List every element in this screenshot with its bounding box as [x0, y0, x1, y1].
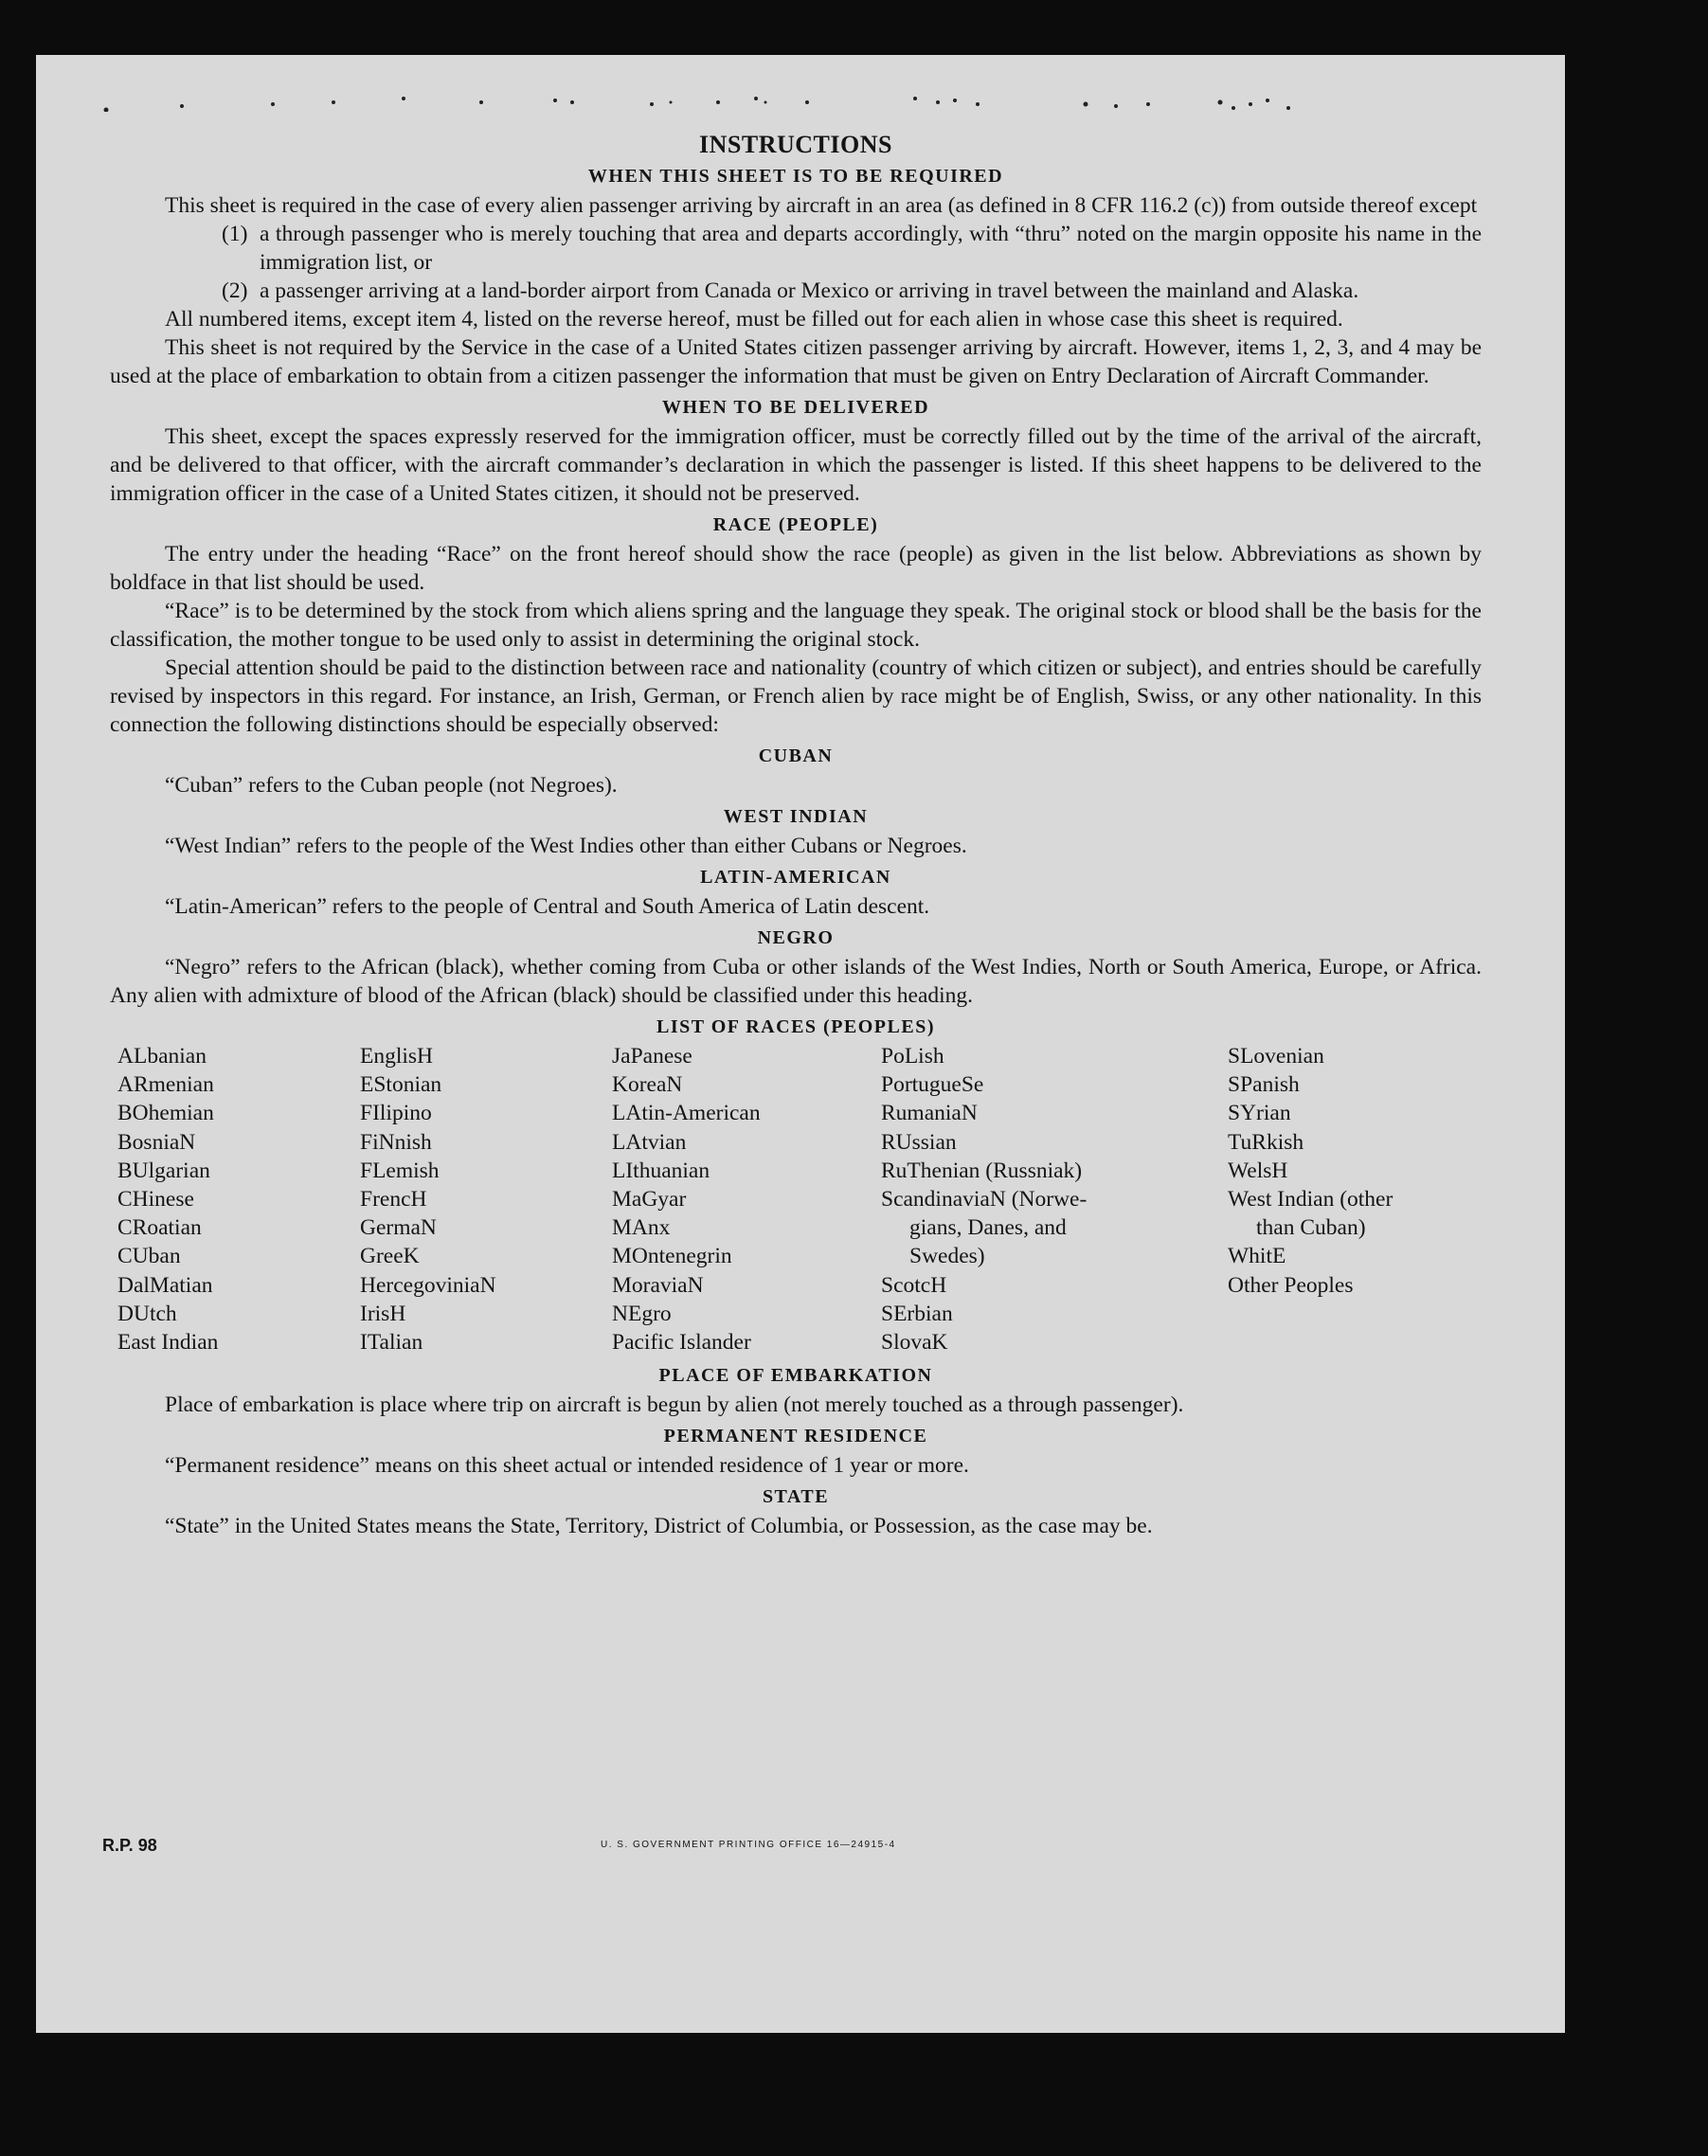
item-text: a passenger arriving at a land-border airport from Canada or Mexico or arriving in travel between the mainland and Alaska.: [260, 278, 1359, 303]
race-column-1: [117, 1042, 360, 1356]
race-column-2: [360, 1042, 612, 1356]
item-text: a through passenger who is merely touching that area and departs accordingly, with “thru” noted on the margin opposite his name in the immigration list, or: [260, 222, 1482, 275]
exception-item-1: [110, 220, 1482, 277]
race-item: CRoatian: [117, 1215, 202, 1241]
exception-item-2: [110, 277, 1482, 305]
definition-state: “State” in the United States means the State, Territory, District of Columbia, or Possession, as the case may be.: [165, 1514, 1153, 1539]
race-item: JaPanese: [612, 1044, 692, 1069]
race-item: WelsH: [1228, 1158, 1288, 1183]
race-item: SPanish: [1228, 1072, 1300, 1098]
race-item: ScandinaviaN (Norwe-: [881, 1187, 1088, 1213]
race-item: SYrian: [1228, 1101, 1291, 1126]
race-list: [117, 1042, 1482, 1356]
race-item: East Indian: [117, 1330, 219, 1356]
definition-negro: “Negro” refers to the African (black), whether coming from Cuba or other islands of the West Indies, North or South America, Europe, or Africa. Any alien with admixture of blood of the African (black) should be classified under this heading.: [110, 955, 1482, 1008]
race-item: RUssian: [881, 1129, 957, 1155]
race-item: FiNnish: [360, 1129, 432, 1155]
item-number: (2): [222, 278, 248, 303]
race-item: MAnx: [612, 1215, 671, 1241]
section-heading-race: RACE (PEOPLE): [712, 514, 879, 535]
race-item: WhitE: [1228, 1244, 1286, 1269]
race-item-continued: Swedes): [909, 1244, 985, 1269]
citizen-paragraph: This sheet is not required by the Service in the case of a United States citizen passenger arriving by aircraft. However, items 1, 2, 3, and 4 may be used at the place of embarkation to obtain from a citizen passenger the information that must be given on Entry Declaration of Aircraft Commander.: [110, 335, 1482, 388]
race-item: West Indian (other: [1228, 1187, 1393, 1213]
heading-race-list: LIST OF RACES (PEOPLES): [656, 1016, 935, 1037]
heading-state: STATE: [762, 1486, 830, 1508]
form-number: R.P. 98: [102, 1836, 157, 1855]
race-item: BOhemian: [117, 1101, 214, 1126]
race-item: DalMatian: [117, 1272, 213, 1298]
race-item: CUban: [117, 1244, 181, 1269]
race-item: TuRkish: [1228, 1129, 1304, 1155]
race-item: RuThenian (Russniak): [881, 1158, 1083, 1183]
item-number: (1): [222, 222, 248, 246]
heading-embarkation: PLACE OF EMBARKATION: [658, 1365, 933, 1387]
race-item: SErbian: [881, 1301, 953, 1326]
definition-embarkation: Place of embarkation is place where trip on aircraft is begun by alien (not merely touched as a through passenger).: [165, 1392, 1184, 1418]
race-item: Other Peoples: [1228, 1272, 1354, 1298]
race-item: ALbanian: [117, 1044, 207, 1069]
race-item: IrisH: [360, 1301, 406, 1326]
section-heading-required: WHEN THIS SHEET IS TO BE REQUIRED: [587, 166, 1004, 187]
race-item: GermaN: [360, 1215, 437, 1241]
heading-negro: NEGRO: [757, 927, 835, 948]
heading-latin-american: LATIN-AMERICAN: [700, 867, 891, 888]
document-sheet: [36, 55, 1565, 2033]
page-title: INSTRUCTIONS: [699, 131, 892, 158]
punch-marks: [36, 55, 1565, 112]
race-item: LAtin-American: [612, 1101, 761, 1126]
race-item: KoreaN: [612, 1072, 683, 1098]
race-item: SLovenian: [1228, 1044, 1324, 1069]
required-intro: This sheet is required in the case of every alien passenger arriving by aircraft in an area (as defined in 8 CFR 116.2 (c)) from outside thereof except: [165, 193, 1478, 218]
race-item: CHinese: [117, 1187, 194, 1213]
race-item: MOntenegrin: [612, 1244, 732, 1269]
definition-west-indian: “West Indian” refers to the people of the West Indies other than either Cubans or Negroes.: [165, 834, 967, 858]
race-item: GreeK: [360, 1244, 420, 1269]
race-item: BosniaN: [117, 1129, 196, 1155]
race-column-5: [1228, 1042, 1474, 1356]
delivery-paragraph: This sheet, except the spaces expressly reserved for the immigration officer, must be correctly filled out by the time of the arrival of the aircraft, and be delivered to that officer, with the aircraft commander’s declaration in which the passenger is listed. If this sheet happens to be delivered to the immigration officer in the case of a United States citizen, it should not be preserved.: [110, 424, 1482, 506]
race-item: FIlipino: [360, 1101, 432, 1126]
definition-latin-american: “Latin-American” refers to the people of Central and South America of Latin descent.: [165, 894, 930, 919]
race-item-continued: than Cuban): [1256, 1215, 1366, 1241]
heading-permanent-residence: PERMANENT RESIDENCE: [663, 1426, 928, 1447]
race-item: PortugueSe: [881, 1072, 984, 1098]
race-column-4: [881, 1042, 1228, 1356]
race-item: DUtch: [117, 1301, 177, 1326]
race-item: PoLish: [881, 1044, 944, 1069]
race-paragraph-2: “Race” is to be determined by the stock from which aliens spring and the language they speak. The original stock or blood shall be the basis for the classification, the mother tongue to be used only to assist in determining the original stock.: [110, 599, 1482, 652]
race-item: LIthuanian: [612, 1158, 710, 1183]
race-item: LAtvian: [612, 1129, 687, 1155]
race-item: ARmenian: [117, 1072, 214, 1098]
race-item: FrencH: [360, 1187, 427, 1213]
heading-west-indian: WEST INDIAN: [723, 806, 869, 827]
race-item: HercegoviniaN: [360, 1272, 496, 1298]
heading-cuban: CUBAN: [758, 746, 834, 766]
race-item: FLemish: [360, 1158, 440, 1183]
section-heading-delivered: WHEN TO BE DELIVERED: [661, 397, 930, 418]
race-item: BUlgarian: [117, 1158, 210, 1183]
race-item: SlovaK: [881, 1330, 948, 1356]
definition-cuban: “Cuban” refers to the Cuban people (not Negroes).: [165, 773, 618, 798]
numbered-items-paragraph: All numbered items, except item 4, listed on the reverse hereof, must be filled out for each alien in whose case this sheet is required.: [165, 307, 1343, 332]
race-item: MoraviaN: [612, 1272, 704, 1298]
race-item-continued: gians, Danes, and: [909, 1215, 1067, 1241]
race-item: EnglisH: [360, 1044, 434, 1069]
race-paragraph-1: The entry under the heading “Race” on the front hereof should show the race (people) as given in the list below. Abbreviations as shown by boldface in that list should be used.: [110, 542, 1482, 595]
race-item: ITalian: [360, 1330, 423, 1356]
race-item: Pacific Islander: [612, 1330, 751, 1356]
race-column-3: [612, 1042, 881, 1356]
race-item: ScotcH: [881, 1272, 947, 1298]
printer-imprint: U. S. GOVERNMENT PRINTING OFFICE 16—24915-4: [601, 1840, 896, 1850]
race-item: MaGyar: [612, 1187, 687, 1213]
race-item: RumaniaN: [881, 1101, 978, 1126]
race-paragraph-3: Special attention should be paid to the distinction between race and nationality (country of which citizen or subject), and entries should be carefully revised by inspectors in this regard. For instance, an Irish, German, or French alien by race might be of English, Swiss, or any other nationality. In this connection the following distinctions should be especially observed:: [110, 656, 1482, 737]
race-item: NEgro: [612, 1301, 672, 1326]
definition-permanent-residence: “Permanent residence” means on this sheet actual or intended residence of 1 year or more.: [165, 1453, 969, 1479]
race-item: EStonian: [360, 1072, 442, 1098]
